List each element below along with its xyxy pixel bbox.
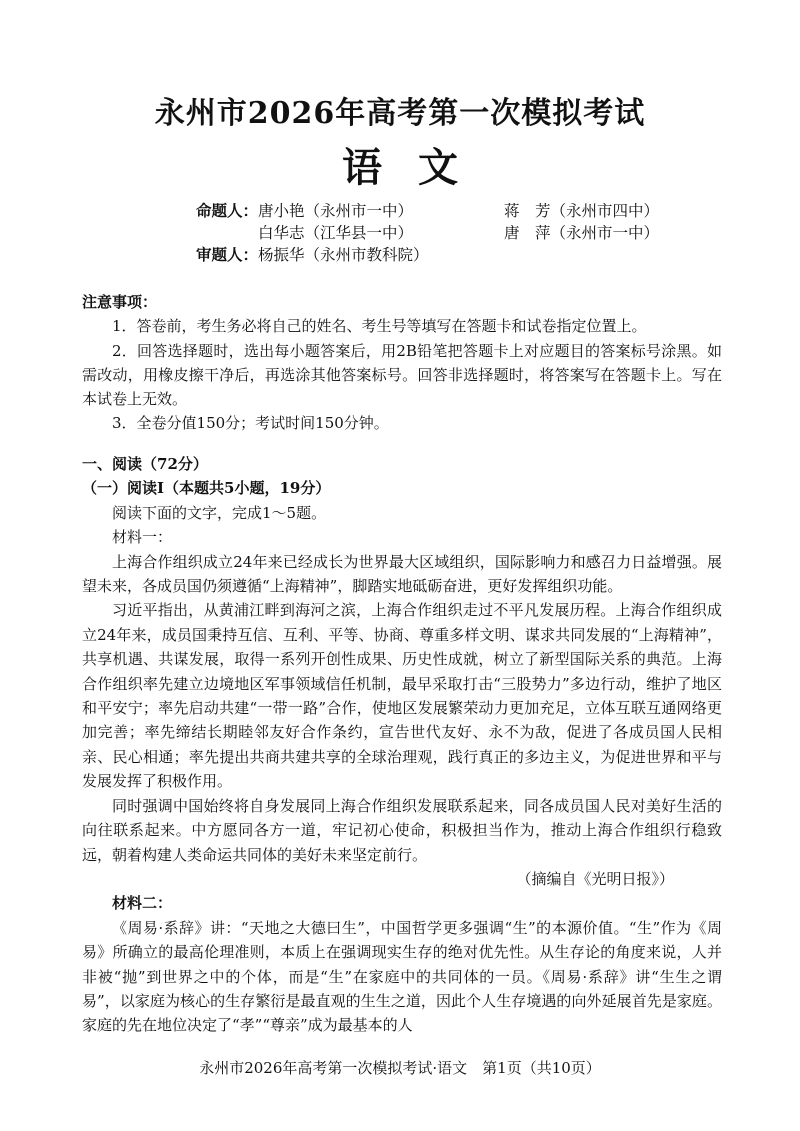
exam-subject: 语文 <box>342 144 494 191</box>
notice-heading: 注意事项： <box>82 293 158 311</box>
notice-item: 1．答卷前，考生务必将自己的姓名、考生号等填写在答题卡和试卷指定位置上。 <box>112 317 647 336</box>
instruction: 阅读下面的文字，完成1～5题。 <box>112 503 327 522</box>
reviewer-label: 审题人： <box>196 245 259 264</box>
material2-label: 材料二： <box>112 894 173 913</box>
material1-source: （摘编自《光明日报》） <box>516 869 674 888</box>
material2-paragraph: 《周易·系辞》讲：“天地之大德曰生”，中国哲学更多强调“生”的本源价值。“生”作为《周易》所确立的最高伦理准则，本质上在强调现实生存的绝对优先性。从生存论的角度来说，人并非被“抛”到世界之中的个体，而是“生”在家庭中的共同体的一员。《周易·系辞》讲“生生之谓易”，以家庭为核心的生存繁衍是最直观的生生之道，因此个人生存境遇的向外延展首先是家庭。家庭的先在地位决定了“孝”“尊亲”成为最基本的人 <box>82 918 722 1035</box>
material1-paragraph: 同时强调中国始终将自身发展同上海合作组织发展联系起来，同各成员国人民对美好生活的向往联系起来。中方愿同各方一道，牢记初心使命，积极担当作为，推动上海合作组织行稳致远，朝着构建人类命运共同体的美好未来坚定前行。 <box>82 796 722 864</box>
setters-row-2 <box>196 222 659 244</box>
subsection-heading: （一）阅读Ⅰ（本题共5小题，19分） <box>82 479 331 498</box>
setter-name: 唐 萍（永州市一中） <box>504 224 660 242</box>
exam-title: 永州市2026年高考第一次模拟考试 <box>154 96 646 131</box>
setters-row-1 <box>196 200 659 222</box>
notice-item: 3．全卷分值150分；考试时间150分钟。 <box>112 414 389 433</box>
notice-block <box>82 290 722 436</box>
material1-label: 材料一： <box>112 528 173 547</box>
material1-paragraph: 上海合作组织成立24年来已经成长为世界最大区域组织，国际影响力和感召力日益增强。展望未来，各成员国仍须遵循“上海精神”，脚踏实地砥砺奋进，更好发挥组织功能。 <box>82 552 722 596</box>
material1-paragraph: 习近平指出，从黄浦江畔到海河之滨，上海合作组织走过不平凡发展历程。上海合作组织成立24年来，成员国秉持互信、互利、平等、协商、尊重多样文明、谋求共同发展的“上海精神”，共享机遇、共谋发展，取得一系列开创性成果、历史性成就，树立了新型国际关系的典范。上海合作组织率先建立边境地区军事领域信任机制，最早采取打击“三股势力”多边行动，维护了地区和平安宁；率先启动共建“一带一路”合作，使地区发展繁荣动力更加充足，立体互联互通网络更加完善；率先缔结长期睦邻友好合作条约，宣告世代友好、永不为敌，促进了各成员国人民相亲、民心相通；率先提出共商共建共享的全球治理观，践行真正的多边主义，为促进世界和平与发展发挥了积极作用。 <box>82 601 722 791</box>
section-heading: 一、阅读（72分） <box>82 455 208 473</box>
reviewer-row <box>196 244 659 266</box>
setter-name: 蒋 芳（永州市四中） <box>504 202 660 220</box>
setter-name: 白华志（江华县一中） <box>258 224 414 242</box>
reading-section <box>82 452 722 1038</box>
setter-name: 唐小艳（永州市一中） <box>258 202 414 220</box>
page-footer: 永州市2026年高考第一次模拟考试·语文 第1页（共10页） <box>199 1059 601 1077</box>
setter-label: 命题人： <box>196 201 259 220</box>
authors-block <box>196 200 659 266</box>
notice-item: 2．回答选择题时，选出每小题答案后，用2B铅笔把答题卡上对应题目的答案标号涂黑。如需改动，用橡皮擦干净后，再选涂其他答案标号。回答非选择题时，将答案写在答题卡上。写在本试卷上无效。 <box>82 341 722 409</box>
reviewer-name: 杨振华（永州市教科院） <box>258 246 429 264</box>
